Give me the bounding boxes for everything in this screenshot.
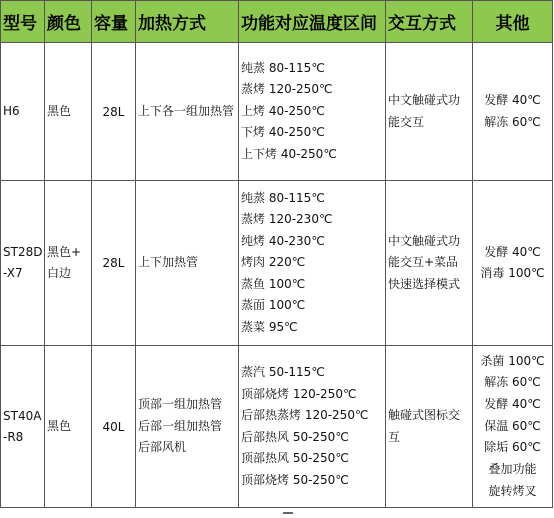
model-cell: H6 (1, 43, 45, 181)
functions-cell: 纯蒸 80-115℃ 蒸烤 120-230℃ 纯烤 40-230℃ 烤肉 220℃ 蒸鱼 100℃ 蒸面 100℃ 蒸菜 95℃ (239, 181, 386, 346)
color-cell: 黑色 (45, 346, 92, 508)
interaction-cell: 中文触碰式功 能交互+菜品 快速选择模式 (386, 181, 473, 346)
interaction-cell: 触碰式图标交 互 (386, 346, 473, 508)
model-cell: ST28D -X7 (1, 181, 45, 346)
other-cell: 发酵 40℃ 消毒 100℃ (473, 181, 553, 346)
model-cell: ST40A -R8 (1, 346, 45, 508)
table-row (1, 43, 553, 181)
table-row (1, 346, 553, 508)
interaction-cell: 中文触碰式功 能交互 (386, 43, 473, 181)
capacity-cell: 28L (92, 181, 136, 346)
functions-cell: 蒸汽 50-115℃ 顶部烧烤 120-250℃ 后部热蒸烤 120-250℃ 后部热风 50-250℃ 顶部热风 50-250℃ 顶部烧烤 50-250℃ (239, 346, 386, 508)
capacity-cell: 40L (92, 346, 136, 508)
header-functions: 功能对应温度区间 (239, 1, 386, 43)
table-row (1, 181, 553, 346)
header-model: 型号 (1, 1, 45, 43)
header-color: 颜色 (45, 1, 92, 43)
color-cell: 黑色+ 白边 (45, 181, 92, 346)
functions-cell: 纯蒸 80-115℃ 蒸烤 120-250℃ 上烤 40-250℃ 下烤 40-250℃ 上下烤 40-250℃ (239, 43, 386, 181)
header-capacity: 容量 (92, 1, 136, 43)
header-heating: 加热方式 (136, 1, 239, 43)
header-interaction: 交互方式 (386, 1, 473, 43)
color-cell: 黑色 (45, 43, 92, 181)
header-other: 其他 (473, 1, 553, 43)
capacity-cell: 28L (92, 43, 136, 181)
scroll-indicator (283, 512, 293, 514)
other-cell: 发酵 40℃ 解冻 60℃ (473, 43, 553, 181)
other-cell: 杀菌 100℃ 解冻 60℃ 发酵 40℃ 保温 60℃ 除垢 60℃ 叠加功能 旋转烤叉 (473, 346, 553, 508)
header-row (1, 1, 553, 43)
heating-cell: 顶部一组加热管 后部一组加热管 后部风机 (136, 346, 239, 508)
heating-cell: 上下各一组加热管 (136, 43, 239, 181)
heating-cell: 上下加热管 (136, 181, 239, 346)
